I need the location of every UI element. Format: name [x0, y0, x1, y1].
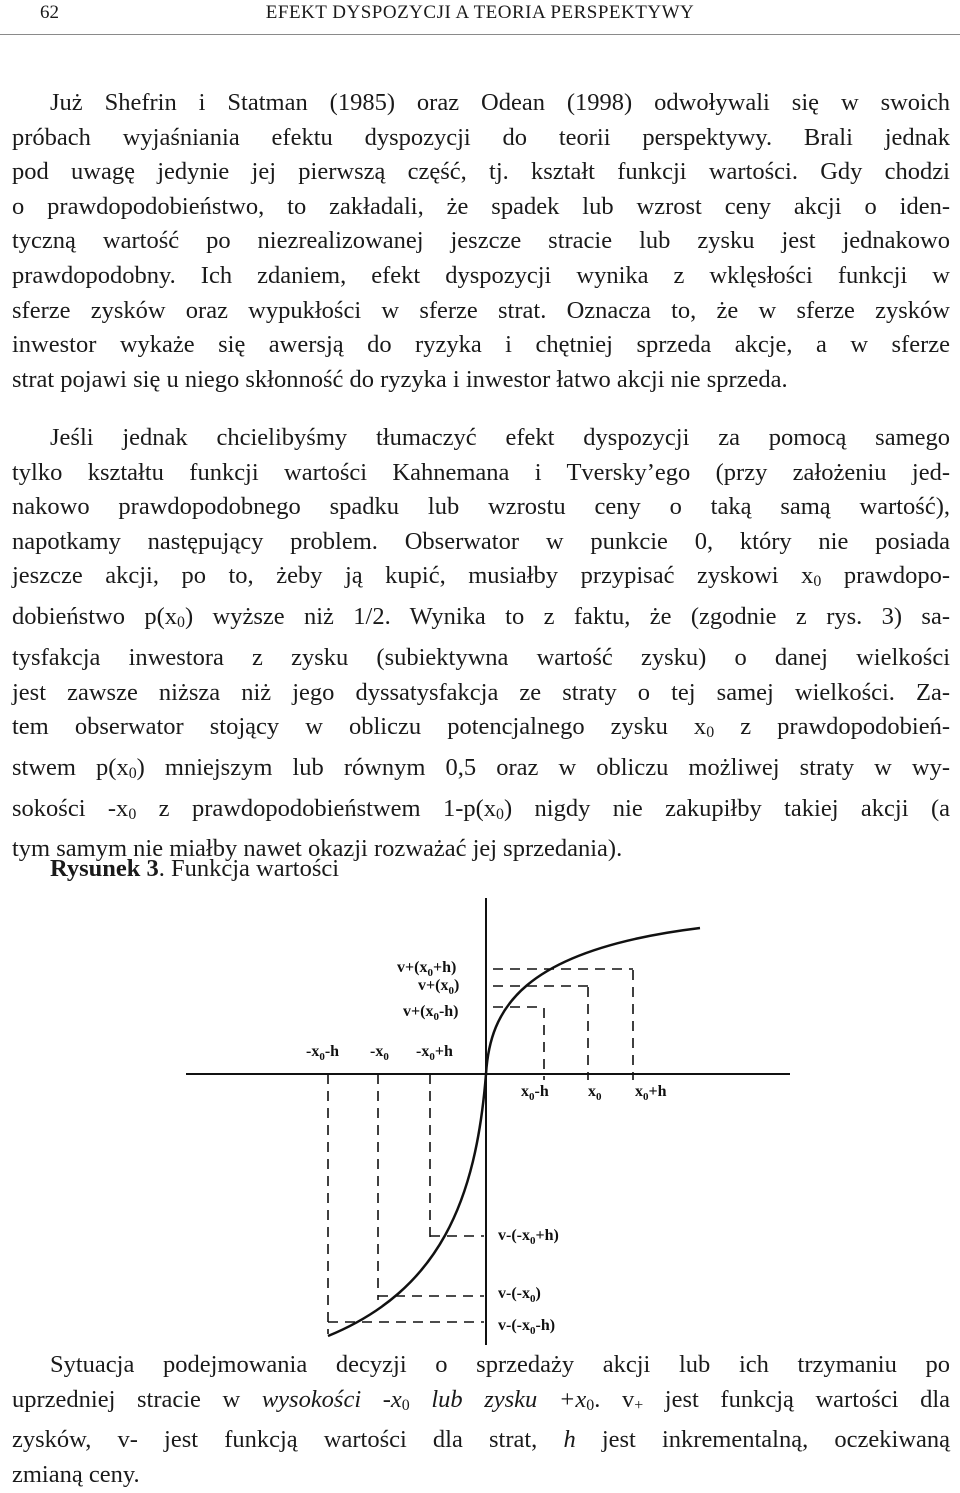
text-line: zmianą ceny. — [12, 1460, 140, 1488]
label-v-minus-neg-x0-minus-h: $v-(-x_0-h)$ — [498, 1317, 556, 1337]
text-segment: prawdopo- — [821, 562, 950, 590]
label-v-plus-x0-minus-h: $v+(x_0-h)$ — [403, 1003, 459, 1023]
subscript: 0 — [401, 1396, 410, 1414]
text-segment: jest funkcją wartości dla — [643, 1385, 950, 1413]
value-function-curve — [328, 928, 700, 1336]
text-line: Sytuacja podejmowania decyzji o sprzedaży akcji lub ich trzymaniu po — [50, 1351, 950, 1378]
text-line: pod uwagę jedynie jej pierwszą część, tj. kształt funkcji wartości. Gdy chodzi — [12, 158, 950, 186]
text-segment: sokości -x — [12, 794, 129, 822]
text-line: napotkamy następujący problem. Obserwator w punkcie 0, który nie posiada — [12, 527, 950, 555]
figure-caption — [50, 855, 339, 883]
text-segment: tem obserwator stojący w obliczu potencjalnego zysku x — [12, 713, 707, 741]
page-number: 62 — [40, 2, 59, 23]
label-x0-plus-h: $x_0+h$ — [635, 1083, 667, 1103]
text-segment-italic: lub zysku +x — [409, 1385, 587, 1413]
label-x0-minus-h: $x_0-h$ — [521, 1083, 549, 1103]
label-v-plus-x0: $v+(x_0)$ — [418, 977, 460, 997]
running-title: EFEKT DYSPOZYCJI A TEORIA PERSPEKTYWY — [265, 2, 695, 23]
text-line: tyczną wartość po niezrealizowanej jeszcze stracie lub zysku jest jednakowo — [12, 227, 950, 255]
text-segment: z prawdopodobieństwem 1-p(x — [136, 794, 497, 822]
text-line: Jeśli jednak chcielibyśmy tłumaczyć efekt dyspozycji za pomocą samego — [50, 424, 950, 451]
text-segment: jest inkrementalną, oczekiwaną — [575, 1426, 950, 1454]
text-segment: ) mniejszym lub równym 0,5 oraz w obliczu możliwej straty w wy- — [136, 753, 951, 781]
value-function-figure — [0, 890, 960, 1350]
text-segment: dobieństwo p(x — [12, 603, 178, 631]
page-header — [0, 0, 960, 35]
subscript: 0 — [128, 805, 137, 823]
subscript: 0 — [706, 724, 715, 742]
subscript: 0 — [177, 614, 185, 632]
text-line: próbach wyjaśniania efektu dyspozycji do teorii perspektywy. Brali jednak — [12, 123, 950, 151]
text-segment: v — [600, 1385, 635, 1413]
label-neg-x0-minus-h: $-x_0-h$ — [306, 1043, 340, 1063]
subscript: 0 — [586, 1396, 595, 1414]
figure-label: Rysunek 3 — [50, 855, 159, 882]
label-v-minus-neg-x0-plus-h: $v-(-x_0+h)$ — [498, 1227, 559, 1247]
subscript: 0 — [813, 573, 822, 591]
text-line: nakowo prawdopodobnego spadku lub wzrostu ceny o taką samą wartość), — [12, 493, 950, 521]
text-segment: zysków, v- jest funkcją wartości dla strat, — [12, 1426, 564, 1454]
subscript: 0 — [496, 805, 504, 823]
label-x0: $x_0$ — [588, 1083, 602, 1103]
text-segment: . — [594, 1385, 601, 1413]
text-line: tym samym nie miałby nawet okazji rozważać jej sprzedania). — [12, 835, 623, 863]
text-line: Już Shefrin i Statman (1985) oraz Odean (1998) odwoływali się w swoich — [50, 89, 950, 116]
text-line: strat pojawi się u niego skłonność do ryzyka i inwestor łatwo akcji nie sprzeda. — [12, 365, 788, 393]
text-line — [12, 559, 950, 600]
text-segment-italic: wysokości -x — [261, 1385, 402, 1413]
text-line — [12, 1423, 950, 1458]
text-segment: uprzedniej stracie w — [12, 1385, 262, 1413]
text-line: sferze zysków oraz wypukłości w sferze strat. Oznacza to, że w sferze zysków — [12, 296, 950, 324]
paragraph-2 — [12, 421, 950, 867]
label-neg-x0: $-x_0$ — [370, 1043, 389, 1063]
text-line — [12, 751, 950, 792]
text-line — [12, 600, 950, 641]
text-line: tylko kształtu funkcji wartości Kahnemana i Tversky’ego (przy założeniu jed- — [12, 458, 950, 486]
text-line — [12, 1383, 950, 1424]
label-v-minus-neg-x0: $v-(-x_0)$ — [498, 1285, 541, 1305]
text-segment: jeszcze akcji, po to, żeby ją kupić, musiałby przypisać zyskowi x — [12, 562, 814, 590]
text-segment: ) nigdy nie zakupiłby takiej akcji (a — [504, 794, 950, 822]
figure-title: . Funkcja wartości — [158, 855, 340, 882]
subscript: + — [634, 1396, 644, 1414]
paragraph-3 — [12, 1348, 950, 1493]
label-neg-x0-plus-h: $-x_0+h$ — [416, 1043, 453, 1063]
label-v-plus-x0-plus-h: $v+(x_0+h)$ — [397, 959, 457, 979]
paragraph-1 — [12, 86, 950, 397]
text-line — [12, 792, 950, 833]
text-line: tysfakcja inwestora z zysku (subiektywna wartość zysku) o danej wielkości — [12, 643, 950, 671]
text-segment: ) wyższe niż 1/2. Wynika to z faktu, że (zgodnie z rys. 3) sa- — [184, 603, 951, 631]
text-segment: stwem p(x — [12, 753, 129, 781]
text-line: jest zawsze niższa niż jego dyssatysfakcja ze straty o tej samej wielkości. Za- — [12, 678, 950, 706]
text-line: prawdopodobny. Ich zdaniem, efekt dyspozycji wynika z wklęsłości funkcji w — [12, 261, 950, 289]
text-line — [12, 710, 950, 751]
text-segment: z prawdopodobień- — [714, 713, 950, 741]
text-segment-italic: h — [563, 1426, 576, 1454]
text-line: inwestor wykaże się awersją do ryzyka i chętniej sprzeda akcje, a w sferze — [12, 331, 950, 359]
subscript: 0 — [128, 765, 137, 783]
text-line: o prawdopodobieństwo, to zakładali, że spadek lub wzrost ceny akcji o iden- — [12, 192, 950, 220]
